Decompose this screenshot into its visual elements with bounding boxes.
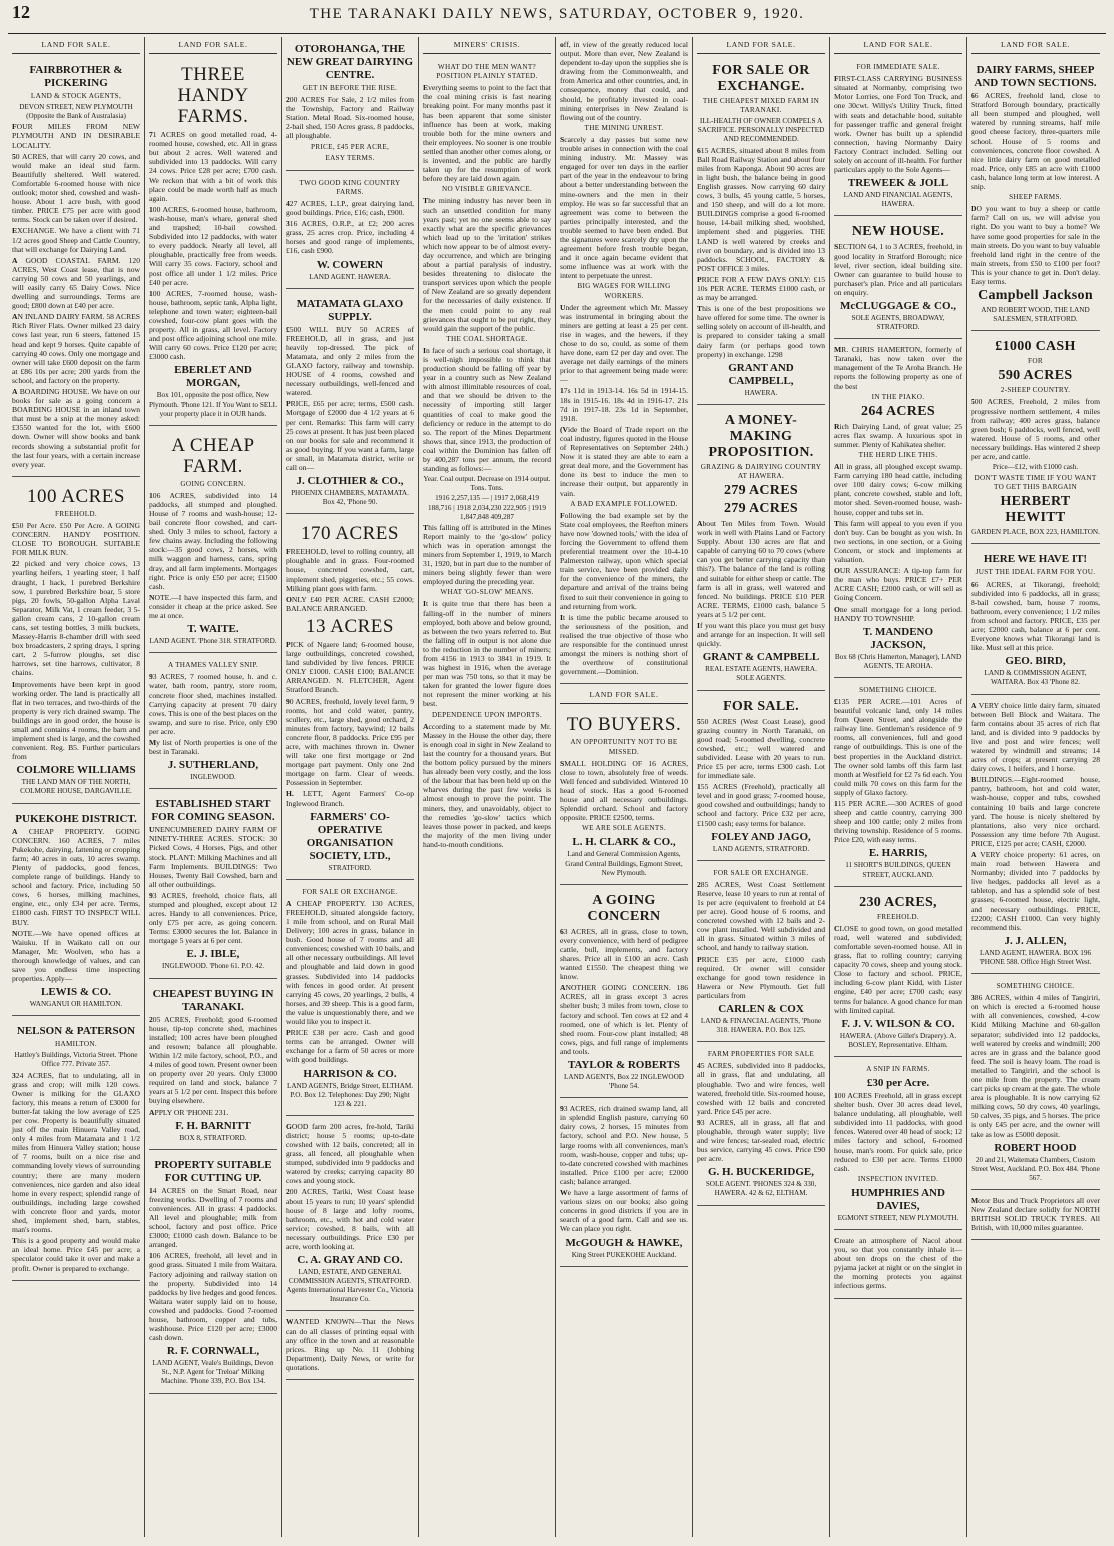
advert-headline: THREE HANDY FARMS. bbox=[177, 64, 249, 128]
advert-headline: DAIRY FARMS, SHEEP AND TOWN SECTIONS. bbox=[974, 64, 1097, 90]
column-heading: LAND FOR SALE. bbox=[697, 37, 825, 54]
masthead bbox=[8, 2, 1106, 34]
column-4 bbox=[419, 37, 556, 1537]
advert-subheadline: SOMETHING CHOICE. bbox=[996, 982, 1075, 991]
advert-text: 550 ACRES (West Coast Lease), good grazing country in North Taranaki, on good road; 5-roomed dwelling, concrete cowshed, etc.; well watered and subdivided. Lease with 20 years to run. Price £5 per acre, terms £300 cash. Lot for immediate sale. bbox=[697, 716, 825, 781]
firm-name: E. J. IBLE, bbox=[186, 948, 240, 961]
advert-text: PICK of Ngaere land; 6-roomed house, large outbuildings, concreted cowshed, land subdivided by live fences. PRICE ONLY £1000. CASH £100; BALANCE ARRANGED. N. FLETCHER, Agent Stratford Branch. bbox=[286, 639, 414, 695]
firm-name: COLMORE WILLIAMS bbox=[16, 764, 136, 777]
firm-name: FAIRBROTHER & PICKERING bbox=[29, 64, 123, 90]
advert-geo-bird bbox=[971, 547, 1100, 694]
firm-name: FOLEY AND JAGO, bbox=[711, 830, 811, 843]
advert-headline: CHEAPEST BUYING IN TARANAKI. bbox=[152, 987, 274, 1013]
firm-name: EBERLET AND MORGAN, bbox=[174, 364, 252, 390]
column-3 bbox=[282, 37, 419, 1537]
firm-name: TREWEEK & JOLL bbox=[847, 177, 949, 190]
advert-headline: FOR SALE OR EXCHANGE. bbox=[712, 63, 810, 95]
article-text: Scarcely a day passes but some new trouble arises in connection with the coal mining industry. Mr. Massey was engaged for over ten days in the earlier part of the year in the endeavour to bring about a better understanding between the mine-owners and the men in their employ. He was so far successful that an agreement was come to between the parties principally interested, and the trouble seemed to have been ended. But the signatures were scarcely dry upon the agreement before fresh trouble began, and it once again became evident that some influence was at work with the intent to perpetuate the unrest. bbox=[560, 134, 688, 281]
advert-note: DON'T WASTE TIME IF YOU WANT TO GET THIS BARGAIN bbox=[974, 474, 1097, 492]
column-heading: LAND FOR SALE. bbox=[834, 37, 962, 54]
advert-going-concern bbox=[560, 888, 688, 1099]
advert-text: 200 ACRES For Sale, 2 1/2 miles from the Township, Factory and Railway Station. Metal Road. Six-roomed house, 2-bail shed, 150 Acres grass, 8 paddocks, all ploughable. bbox=[286, 95, 414, 141]
firm-subtitle: LAND & FINANCIAL AGENTS, 'Phone 318. HAWERA. P.O. Box 125. bbox=[700, 1017, 822, 1035]
advert-text: 615 ACRES, situated about 8 miles from Ball Road Railway Station and about four miles from Kaponga. About 90 acres are in light bush, the balance being in good English grasses. Now carrying 60 dairy cows, 3 bulls, 45 young cattle, 5 horses, and 150 sheep, and will do a lot more. BUILDINGS comprise a good 6-roomed house, 14-bail milking shed, woolshed, implement shed and piggeries. THE LAND is well watered by creeks and river on boundary, and is divided into 13 paddocks. SCHOOL, FACTORY & POST OFFICE 3 miles. bbox=[697, 145, 825, 273]
advert-headline: 264 ACRES bbox=[861, 403, 935, 419]
advert-note: WE ARE SOLE AGENTS. bbox=[582, 824, 666, 833]
firm-name: F. J. V. WILSON & CO. bbox=[841, 1017, 955, 1030]
advert-text: One small mortgage for a long period. HANDY TO TOWNSHIP. bbox=[834, 604, 962, 623]
firm-subtitle: LAND AGENT. HAWERA. bbox=[309, 272, 391, 281]
advert-text: About Ten Miles from Town. Would work in well with Plains Land or Factory Supply. About 130 acres are flat and capable of carrying 60 to 70 cows (where can you get better carrying capacity than this?). The balance of the land is rolling and suitable for either sheep or cattle. The farm is all in grass, well watered and fenced. No buildings. PRICE £10 PER ACRE. TERMS, £1000 cash, balance 5 years at 5 1/2 per cent. bbox=[697, 519, 825, 619]
article-text: In face of such a serious coal shortage, it is well-nigh impossible to think that production should be falling off year by year in a country such as New Zealand with almost illimitable resources of coal, and that we should be driven to the necessity of importing still larger quantities of coal to make good the deficiency or reduce in the attempt to do so. The report of the Mines Department shows that, since 1913, the production of coal within the Dominion has fallen off by 400,287 tons per annum, the record standing as follows:— bbox=[423, 345, 551, 474]
advert-cheapest-mixed-farm bbox=[697, 58, 825, 405]
advert-headline: 590 ACRES bbox=[998, 368, 1073, 384]
advert-text: BUILDINGS.—Eight-roomed house, pantry, bathroom, hot and cold water, wash-house, copper and tubs, cowshed containing 10 bails and large concrete yard. The house is nicely sheltered by plantations, also very nice orchard. Possession any time before 7th August. PRICE, £125 per acre; CASH, £2000. bbox=[971, 775, 1100, 848]
advert-thames-valley bbox=[149, 656, 277, 789]
advert-text: This is a good property and would make an ideal home. Price £45 per acre; a speculator could take it over and make a profit. Owner is prepared to exchange. bbox=[12, 1236, 140, 1273]
advert-text: 100 ACRES, 7-roomed house, wash-house, bathroom, septic tank, Alpha light, telephone and town water; eighteen-bail cowshed, four-cow plant goes with the property. All in grass, all level. Factory and post office adjoining school one mile. Will carry 60 cows. Price £120 per acre; £3000 cash. bbox=[149, 288, 277, 362]
advert-text: 45 ACRES, subdivided into 8 paddocks, all in grass, flat and undulating, all ploughable. Two and wire fences, well watered, freehold title. Six-roomed house, cowshed with 12 bails and concreted yard. Price £45 per acre. bbox=[697, 1061, 825, 1116]
advert-nacol bbox=[834, 1233, 962, 1299]
firm-name: E. HARRIS, bbox=[868, 847, 928, 860]
column-heading: LAND FOR SALE. bbox=[12, 37, 140, 54]
advert-subheadline: A SNIP IN FARMS. bbox=[866, 1064, 930, 1073]
advert-text: My list of North properties is one of the best in Taranaki. bbox=[149, 737, 277, 757]
advert-text: 316 ACRES, O.R.P., at £2; 200 acres grass, 25 acres crop. Price, including 4 horses and good range of implements, £16, cash £900. bbox=[286, 219, 414, 256]
article-text: It is time the public became aroused to the seriousness of the position, and realised the true objective of those who are responsible for the continued unrest amongst the miners is nothing short of the overthrow of constitutional government.—Dominion. bbox=[560, 612, 688, 677]
firm-name: McCLUGGAGE & CO., bbox=[839, 299, 957, 312]
advert-text: EXCHANGE. We have a client with 71 1/2 acres good Sheep and Cattle Country, that will exchange for Dairying Land. bbox=[12, 226, 140, 254]
advert-subheadline: AN OPPORTUNITY NOT TO BE MISSED. bbox=[570, 738, 678, 756]
advert-text: 427 ACRES, L.I.P., great dairying land, good buildings. Price, £16; cash, £900. bbox=[286, 198, 414, 218]
article-text: It is quite true that there has been a falling-off in the number of miners employed, both above and below ground, as between the two years referred to. But the falling off in output is not alone due to the reduction in the number of miners; from 4156 in 1913 to 3841 in 1919. It was highest in 1916, when the average per man was 750 tons, so that it may be taken for granted the lower figure does not represent the miner working at his best. bbox=[423, 599, 551, 709]
advert-three-handy-farms bbox=[149, 58, 277, 426]
advert-price: Price—£12, with £1000 cash. bbox=[992, 463, 1079, 472]
firm-name: F. H. BARNITT bbox=[175, 1119, 251, 1132]
advert-acreage: 279 ACRES bbox=[724, 483, 798, 498]
article-text: 17s 11d in 1913-14. 16s 5d in 1914-15. 18s in 1915-16. 18s 4d in 1916-17. 21s 7d in 1917-18. 23s 1d in September, 1918. bbox=[560, 386, 688, 423]
advert-text: 71 ACRES on good metalled road, 4-roomed house, cowshed, etc. All in grass but about 2 acres. Well watered and subdivided into 13 paddocks. Will carry 24 cows. Price £28 per acre; £700 cash. We reckon that with a bit of work this place could be made worth half as much again. bbox=[149, 130, 277, 203]
advert-text: 500 ACRES, Freehold, 2 miles from progressive northern settlement, 4 miles from railway; 400 acres grass, balance green bush; 6 paddocks, well fenced, well watered. House of 5 rooms, and other necessary buildings. Has wintered 2 sheep per acre, and cattle. bbox=[971, 397, 1100, 461]
firm-subtitle: THE LAND MAN OF THE NORTH, COLMORE HOUSE, DARGAVILLE. bbox=[20, 778, 132, 796]
advert-wilson bbox=[834, 890, 962, 1057]
advert-subheadline: FREEHOLD. bbox=[876, 912, 920, 921]
advert-headline: OTOROHANGA, THE NEW GREAT DAIRYING CENTRE. bbox=[286, 43, 414, 81]
firm-name: ROBERT HOOD bbox=[994, 1141, 1077, 1154]
firm-name: J. J. ALLEN, bbox=[1004, 934, 1067, 947]
advert-note: INSPECTION INVITED. bbox=[857, 1174, 939, 1183]
advert-headline: £1000 CASH bbox=[995, 339, 1076, 355]
advert-allen bbox=[971, 698, 1100, 975]
advert-text: All in grass, all ploughed except swamp. Farm carrying 180 head cattle, including over 100 dairy cows; 6-cow milking plant, concrete cowshed, stable and loft, motor shed. Seven-roomed house, wash-house, copper and tubs set in. bbox=[834, 462, 962, 517]
firm-subtitle: King Street PUKEKOHE Auckland. bbox=[571, 1250, 677, 1259]
advert-text: 50 ACRES, that will carry 20 cows, and would make an ideal stud farm. Beautifully sheltered. Well watered. Comfortable 6-roomed house with nice outlook; motor shed, cowshed and wash-house. About 1 acre bush, with good timber. PRICE £75 per acre with good terms. Stock can be taken over if desired. bbox=[12, 151, 140, 225]
advert-printing bbox=[286, 1314, 414, 1380]
advert-text: 93 ACRES, rich drained swamp land, all in splendid English pasture, carrying 60 dairy cows, 2 horses, 15 minutes from factory, school and P.O. New house, 5 large rooms with all conveniences, man's room, wash-house, copper and tubs; up-to-date concreted cowshed with machines installed. Price £100 per acre; £2000 cash; balance arranged. bbox=[560, 1104, 688, 1186]
advert-text: H. LETT, Agent Farmers' Co-op Inglewood Branch. bbox=[286, 789, 414, 808]
advert-subheadline: FREEHOLD. bbox=[54, 509, 98, 518]
firm-name: J. SUTHERLAND, bbox=[167, 759, 259, 772]
firm-name: C. A. GRAY AND CO. bbox=[297, 1254, 403, 1267]
advert-text: Improvements have been kept in good working order. The land is practically all flat in two terraces, and two-thirds of the property is very rich drained swamp. The buildings are in good order, the house is small and contains 4 rooms, the barn and implement shed is large, and the cowshed convenient. Reg. B5. Further particulars from bbox=[12, 679, 140, 762]
firm-subtitle: HAMILTON. bbox=[54, 1040, 98, 1049]
advert-headline: TO BUYERS. bbox=[566, 714, 682, 736]
advert-text: APPLY OR 'PHONE 231. bbox=[149, 1107, 229, 1117]
advert-headline: MATAMATA GLAXO SUPPLY. bbox=[296, 297, 404, 323]
article-headline: MINERS' CRISIS. bbox=[423, 37, 551, 54]
firm-subtitle: LAND AGENT. 'Phone 318. STRATFORD. bbox=[149, 637, 277, 646]
firm-name: HARRISON & CO. bbox=[303, 1067, 397, 1080]
firm-subtitle: Box 68 (Chris Hamerton, Manager), LAND AGENTS, TE AROHA. bbox=[834, 652, 962, 670]
advert-headline: FOR SALE. bbox=[723, 698, 799, 714]
advert-text: 155 ACRES (Freehold), practically all level and in good grass; 7-roomed house, good cowshed and outbuildings; handy to school and factory. Price £32 per acre, £1500 cash; easy terms for balance. bbox=[697, 782, 825, 828]
advert-subheadline: THE HERD LIKE THIS. bbox=[858, 451, 938, 459]
advert-piako bbox=[834, 342, 962, 678]
firm-name: Campbell Jackson bbox=[978, 288, 1093, 304]
advert-price: PRICE, £45 PER ACRE, bbox=[310, 142, 390, 151]
advert-text: ANOTHER GOING CONCERN. 186 ACRES, all in grass except 3 acres shelter bush; 3 miles from town, close to factory and school. Ten cows at £2 and 4 roomed, one of which is let. Plenty of shed room. Four-cow plant installed; 48 cows, pigs, and full range of implements and tools. bbox=[560, 983, 688, 1056]
advert-text: 285 ACRES, West Coast Settlement Reserve, lease 10 years to run at rental of 1s per acre (equivalent to freehold at £4 per acre). Good house of 6 rooms, and concreted cowshed with 12 bails and 2-cow plant installed. Well subdivided and all in grass. Situated within 3 miles of school, and handy to railway station. bbox=[697, 879, 825, 953]
firm-address: Hattley's Buildings, Victoria Street. 'Phone Office 777. Private 357. bbox=[14, 1051, 138, 1069]
firm-name: FARMERS' CO-OPERATIVE ORGANISATION SOCIETY, LTD., bbox=[306, 810, 394, 862]
firm-subtitle: LAND AGENTS, STRATFORD. bbox=[712, 844, 810, 853]
article-text: (Vide the Board of Trade report on the coal industry, figures quoted in the House of Representatives on September 24th.) Now it is stated they are able to earn a great deal more, and the Government has done its best to induce the men to increase their output, but apparently in vain. bbox=[560, 424, 688, 498]
column-heading: LAND FOR SALE. bbox=[149, 37, 277, 54]
advert-mcgough-hawke bbox=[560, 1101, 688, 1266]
advert-matamata-glaxo bbox=[286, 292, 414, 515]
firm-name: NELSON & PATERSON bbox=[16, 1025, 136, 1038]
firm-subtitle: INGLEWOOD. bbox=[190, 773, 236, 782]
advert-established-start bbox=[149, 792, 277, 978]
firm-subtitle: AND ROBERT WOOD, THE LAND SALESMEN, STRATFORD. bbox=[981, 306, 1090, 324]
advert-farmers-coop bbox=[286, 517, 414, 879]
advert-text: DO you want to buy a sheep or cattle farm? Call on us, we will advise you right. Do you want to buy a home? We have some good properties for sale in the main streets. Do you want to buy valuable freehold land right in the centre of the main streets, from £50 to £100 per foot? This is your chance to get in. Don't delay. Easy terms. bbox=[971, 204, 1100, 286]
article-miners-crisis-cont bbox=[560, 37, 688, 684]
column-8 bbox=[967, 37, 1104, 1537]
advert-headline: A GOING CONCERN bbox=[587, 892, 661, 924]
advert-text: SECTION 64, 1 to 3 ACRES, freehold, in good locality in Stratford Borough; nice level, river section, ideal building site. Owner can guarantee to build house to purchaser's plan. Price and all particulars on enquiry. bbox=[834, 242, 962, 297]
advert-harrison bbox=[286, 883, 414, 1116]
firm-subtitle: LAND AGENTS, Box 22 INGLEWOOD 'Phone 54. bbox=[564, 1073, 684, 1091]
advert-subheadline: FOR SALE OR EXCHANGE. bbox=[302, 887, 398, 896]
advert-new-house bbox=[834, 219, 962, 339]
firm-name: GRANT AND CAMPBELL, bbox=[728, 361, 794, 387]
advert-headline: NEW HOUSE. bbox=[851, 224, 945, 240]
advert-subheadline: JUST THE IDEAL FARM FOR YOU. bbox=[975, 568, 1096, 577]
firm-subtitle: HAWERA. (Above Gillet's Drapery). A. BOSLEY, Representative. Eltham. bbox=[839, 1031, 957, 1049]
advert-nelson-paterson bbox=[12, 1019, 140, 1280]
firm-subtitle: LAND AGENT, HAWERA. BOX 196 'PHONE 588. Office High Street West. bbox=[979, 948, 1092, 966]
advert-money-making bbox=[697, 408, 825, 691]
firm-name: HERBERT HEWITT bbox=[1000, 494, 1071, 526]
advert-lewis-co bbox=[12, 807, 140, 1017]
firm-subtitle: LAND AGENT, Veale's Buildings, Devon St., N.P. Agent for 'Treloar' Milking Machine. 'Phone 339, P.O. Box 134. bbox=[152, 1359, 274, 1386]
advert-text: 90 ACRES, freehold, lovely level farm, 9 rooms, hot and cold water, pantry, scullery, etc., large shed, good orchard, 2 minutes from factory, baywind; 12 bails concrete floor, 8 paddocks. Price £95 per acre, with machines thrown in. Owner will take one first mortgage or 2nd mortgage part payment. Only one 2nd mortgage on farm. Clear of weeds. Possession in September. bbox=[286, 696, 414, 788]
advert-headline: PROPERTY SUITABLE FOR CUTTING UP. bbox=[154, 1158, 272, 1184]
page-number: 12 bbox=[12, 2, 30, 22]
advert-cheapest-buying bbox=[149, 982, 277, 1150]
advert-text: This farm will appeal to you even if you don't buy. Can be bought as you wish. In two sections, in one section, or a Going Concern, or stock and implements at valuation. bbox=[834, 518, 962, 565]
advert-harris bbox=[834, 681, 962, 887]
advert-headline: 100 ACRES bbox=[27, 485, 125, 507]
advert-subheadline: SOMETHING CHOICE. bbox=[859, 685, 937, 694]
column-5 bbox=[556, 37, 693, 1537]
advert-text: NOTE.—We have opened offices at Waiuku. If in Waikato call on our Manager, Mr. Woolven, who has a thorough knowledge of values, and can save you endless time inspecting properties. Apply— bbox=[12, 928, 140, 984]
advert-text: 66 ACRES, freehold land, close to Stratford Borough boundary, practically all been stumped and ploughed, well watered by running streams, half mile good cheese factory, three-quarters mile school. House of 5 rooms and conveniences, concrete floor cowshed. A nice little dairy farm on good metalled road. Price, only £85 an acre with £1000 cash, balance long term at low interest. A snip. bbox=[971, 91, 1100, 192]
article-text: Following the bad example set by the State coal employees, the Reefton miners have now 'downed tools,' with the idea of forcing the Government to offend them preferential treatment over the 10-4-10 Palmerston railway, upon which special train service, have been provided daily for the convenience of the miners, the departure and arrival of the trains being fixed to suit their convenience in going to and returning from work. bbox=[560, 510, 688, 611]
advert-text: 106 ACRES, subdivided into 14 paddocks, all stumped and ploughed. House of 7 rooms and wash-house; 12-bail concrete floor cowshed, and cart-shed. Only 3 miles to school, factory a few chains away. Including the following stock:—35 good cows, 2 horses, with milk waggon and harness, cans, spring dray, and all farm implements. Mortgages right. Price is only £50 per acre; £1500 cash. bbox=[149, 490, 277, 591]
article-text: Everything seems to point to the fact that the coal mining crisis is fast nearing breaking point. For many months past it has been apparent that some sinister influence has been at work, making trouble both for the mine owners and their employees. No sooner is one trouble settled than another other comes along, or is invented, and the public are hardly taken up for the resumption of work before they are laid down again. bbox=[423, 83, 551, 184]
article-text: The mining industry has never been in such an unsettled condition for many years past; yet no one seems able to say exactly what are the specific grievances which lead up to the 'irritation' strikes which now appear to be of almost every-day occurrence, and which are bringing about a partial paralysis of industry, besides threatening to dislocate the transport services upon which the people of New Zealand are so greatly dependent for the necessaries of daily existence. If the men could point to any real grievances that ought to be put right, they would gain the support of the public. bbox=[423, 196, 551, 333]
article-subheadline: DEPENDENCE UPON IMPORTS. bbox=[432, 710, 542, 719]
firm-name: T. MANDENO JACKSON, bbox=[862, 625, 934, 651]
article-text: off, in view of the greatly reduced local output. More than ever, New Zealand is dependent to-day upon the supplies she is drawing from the Commonwealth, and from America and other countries, and, in consequence, money that could, and should, be profitably invested in coal-mining enterprises in New Zealand is flowing out of the country. bbox=[560, 40, 688, 122]
advert-to-buyers bbox=[560, 708, 688, 884]
advert-colmore-williams bbox=[12, 480, 140, 804]
advert-text: £50 Per Acre. £50 Per Acre. A GOING CONCERN. HANDY POSITION. CLOSE TO BOROUGH. SUITABLE FOR MILK RUN. bbox=[12, 520, 140, 558]
advert-text: UNENCUMBERED DAIRY FARM OF NINETY-THREE ACRES. STOCK: 30 Picked Cows, 4 Horses, Pigs, and other stock. PLANT: Milking Machines and all Farm Implements. BUILDINGS: Two Houses, Twenty Bail Cowshed, barn and all other outbuildings. bbox=[149, 825, 277, 889]
article-subheadline: A BAD EXAMPLE FOLLOWED. bbox=[570, 499, 678, 508]
advert-terms: EASY TERMS. bbox=[325, 153, 375, 162]
advert-text: 100 ACRES, 6-roomed house, bathroom, wash-house, man's whare, general shed and trapshed; 10-bail cowshed. Subdivided into 12 paddocks, with water to every paddock. Nearly all level, all ploughable, practically free from weeds. Will carry 35 cows. Factory, school and post office all under 1 1/2 miles. Price £40 per acre. bbox=[149, 204, 277, 287]
advert-text: FOUR MILES FROM NEW PLYMOUTH AND IN DESIRABLE LOCALITY. bbox=[12, 122, 140, 150]
article-subheadline: NO VISIBLE GRIEVANCE. bbox=[441, 185, 533, 194]
advert-text: AN INLAND DAIRY FARM. 58 ACRES Rich River Flats. Owner milked 23 dairy cows last year, run 6 steers, fattened 15 head and kept 9 horses. Quite capable of carrying 40 cows. Only one mortgage and owner will take £600 deposit on the farm at £86 10s per acre; 200 yards from the school, and factory on the property. bbox=[12, 312, 140, 385]
advert-text: 22 picked and very choice cows, 13 yearling heifers, 1 yearling steer, 1 half draught, 1 hack, 1 purebred Berkshire sow, 1 purebred Berkshire boar, 5 store pigs, 20 fowls, 50-gallon Alpha Laval Separator, Milk Vat, 1 cream feeder, 3 5-gallon cream cans, 2 10-gallon cream cans, set testing bottles, 3 milk buckets, Massey-Harris 8-chamber drill with seed box broadcasters, 2 spring drays, 1 spring cart, 2 5-furrow ploughs, set disc harrows, set tine harrows, cultivator, 8 chains. bbox=[12, 559, 140, 678]
firm-subtitle: LAND, ESTATE, AND GENERAL COMMISSION AGENTS, STRATFORD. Agents International Harvester Co., Victoria Insurance Co. bbox=[286, 1268, 414, 1304]
firm-subtitle: REAL ESTATE AGENTS, HAWERA. SOLE AGENTS. bbox=[705, 665, 817, 683]
advert-text: 93 ACRES, 7 roomed house, h. and c. water, bath room, pantry, store room, concrete floor shed, machines installed. Carrying capacity at present 70 dairy cows. This is one of the best places on the swamp, and sure to rise. Price, only £90 per acre. bbox=[149, 672, 277, 736]
advert-text: NOTE.—I have inspected this farm, and consider it cheap at the price asked. See me at once. bbox=[149, 592, 277, 621]
firm-subtitle: BOX 8, STRATFORD. bbox=[179, 1133, 247, 1142]
advert-subheadline: THE CHEAPEST MIXED FARM IN TARANAKI. bbox=[702, 97, 820, 115]
firm-subtitle: STRATFORD. bbox=[328, 863, 372, 872]
advert-text: A GOOD COASTAL FARM. 120 ACRES, West Coast lease, that is now carrying 50 cows and 50 yearlings, and will easily carry 65 Dairy Cows. Nice dwelling and surroundings. Terms are good; £800 down at £40 per acre. bbox=[12, 255, 140, 311]
advert-acreage: 279 ACRES bbox=[724, 501, 798, 516]
advert-foley-jago bbox=[697, 694, 825, 861]
advert-text: FREEHOLD, level to rolling country, all ploughable and in grass. Four-roomed house, concreted cowshed, cart, implement shed, piggeries, etc.; 55 cows. Milking plant goes with farm. bbox=[286, 547, 414, 593]
article-subheadline: THE MINING UNREST. bbox=[584, 123, 664, 132]
advert-subheadline: GET IN BEFORE THE RISE. bbox=[302, 84, 398, 92]
firm-address: DEVON STREET, NEW PLYMOUTH (Opposite the Bank of Australasia) bbox=[19, 103, 133, 121]
advert-text: Create an atmosphere of Nacol about you, so that you constantly inhale it—about ten drops on the chest of the pyjama jacket at night or on the singlet in the morning protects you against infectious germs. bbox=[834, 1236, 962, 1291]
firm-subtitle: LAND & COMMISSION AGENT, WAITARA. Box 43 'Phone 82. bbox=[984, 669, 1087, 687]
column-heading: LAND FOR SALE. bbox=[560, 687, 688, 704]
advert-text: GOOD farm 200 acres, fre-hold, Tariki district; house 5 rooms; up-to-date cowshed with 12 bails, concreted; all in grass, all fenced, all ploughable when stumped, subdivided into 9 paddocks and watered by creeks; carrying capacity 80 cows and young stock. bbox=[286, 1121, 414, 1186]
firm-name: J. CLOTHIER & CO., bbox=[296, 475, 404, 488]
advert-text: 66 ACRES, at Tikorangi, freehold; subdivided into 6 paddocks, all in grass; 8-bail cowshed, barn, house 7 rooms, bathroom, every convenience; 1 1/2 miles from school and factory. PRICE, £35 per acre; £2000 cash, balance at 6 per cent. Everyone knows what Tikorangi land is like. Must sell at this price. bbox=[971, 579, 1100, 653]
firm-name: LEWIS & CO. bbox=[41, 986, 111, 999]
advert-text: A CHEAP PROPERTY. GOING CONCERN. 160 ACRES, 7 miles Pukekohe, dairying, fattening or cropping farm; 40 acres in oats, 10 acres swamp. Plenty of paddocks, good fences, complete range of buildings. Handy to school and factory. Price, including 50 cows, 6 horses, milking machines, engine, etc., only £34 per acre. Terms, £1800 cash. FIRST TO INSPECT WILL BUY. bbox=[12, 826, 140, 927]
firm-subtitle: Land and General Commission Agents, Grand Central Buildings, Egmont Street, New Plymouth. bbox=[565, 850, 683, 877]
advert-text: SMALL HOLDING OF 16 ACRES, close to town, absolutely free of weeds. Well fenced and subdivided. Wintered 10 head of stock. Has a good 6-roomed house and all necessary outbuildings. Splendid orchard. School and factory opposite. PRICE £2500, terms. bbox=[560, 758, 688, 823]
advert-text: A BOARDING HOUSE. We have on our books for sale as a going concern a BOARDING HOUSE in an inland town that must be a snip at the money asked: £3550 wanted for the lot, with £600 down. Owner will show books and bank records showing a substantial profit for the last four years, with a certain increase every year. bbox=[12, 387, 140, 469]
advert-carlen-cox bbox=[697, 864, 825, 1043]
advert-tyres bbox=[971, 1193, 1100, 1240]
firm-subtitle: Box 101, opposite the post office, New Plymouth. 'Phone 121. If You Want to SELL your property place it in OUR hands. bbox=[149, 391, 277, 418]
advert-text: A VERY choice property: 61 acres, on main road between Hawera and Normanby; divided into 7 paddocks by live hedges, paddocks all level as a tabletop, and has a splendid sole of best grasses; 6-roomed house, electric light, and necessary outbuildings. PRICE, £2200; CASH £1000. Can very highly recommend this. bbox=[971, 850, 1100, 932]
advert-headline: ESTABLISHED START FOR COMING SEASON. bbox=[151, 798, 275, 824]
article-miners-crisis bbox=[423, 58, 551, 856]
firm-subtitle: HAWERA. bbox=[744, 388, 778, 397]
advert-subheadline: GOING CONCERN. bbox=[180, 479, 246, 488]
advert-headline: PUKEKOHE DISTRICT. bbox=[15, 812, 137, 825]
advert-text: PRICE FOR A FEW DAYS ONLY: £15 10s PER ACRE. TERMS £1000 cash, or as may be arranged. bbox=[697, 274, 825, 303]
advert-treweek-joll bbox=[834, 58, 962, 216]
firm-subtitle: WANGANUI OR HAMILTON. bbox=[29, 1000, 123, 1009]
column-heading: LAND FOR SALE. bbox=[971, 37, 1100, 54]
advert-text: 106 ACRES, freehold, all level and in good grass. Situated 1 mile from Waitara. Factory adjoining and railway station on the property. Subdivided into 14 paddocks by live hedges and good fences. Waitara water supply laid on to house, cowshed and paddocks. Good 7-roomed house, bathroom, copper and tubs, washhouse. Price £120 per acre; £3000 cash down. bbox=[149, 1251, 277, 1343]
advert-text: 200 ACRES, Tariki, West Coast lease about 15 years to run; 10 years' splendid house of 8 large and lofty rooms, bathroom, etc., with hot and cold water service; cowshed, 8 bails, with all necessary outbuildings. Price £30 per acre, worth looking at. bbox=[286, 1187, 414, 1251]
advert-subheadline: FARM PROPERTIES FOR SALE bbox=[707, 1050, 815, 1059]
advert-text: A CHEAP PROPERTY. 130 ACRES, FREEHOLD, situated alongside factory, 1 mile from school, and on Rural Mail Delivery; 100 acres in grass, balance in bush. Good house of 7 rooms and all conveniences; cowshed with 10 bails, and all other necessary outbuildings. All level and ploughable and laid down in good grasses. Subdivided into 14 paddocks with fences in good order. At present carrying 45 cows, 20 yearlings, 2 bulls, 4 horses, and 39 sheep. This is a good farm, the value is unquestionably there, and we would like you to inspect it. bbox=[286, 898, 414, 1027]
firm-name: McGOUGH & HAWKE, bbox=[565, 1236, 683, 1249]
article-subheadline: WHAT DO THE MEN WANT? POSITION PLAINLY STATED. bbox=[436, 63, 538, 81]
advert-headline: A CHEAP FARM. bbox=[171, 434, 255, 477]
advert-robert-hood bbox=[971, 977, 1100, 1190]
advert-herbert-hewitt bbox=[971, 334, 1100, 544]
advert-text: FIRST-CLASS CARRYING BUSINESS situated at Normanby, comprising two Motor Lorries, one Ford Ton Truck, and one 30cwt. Willys's Utility Truck, fitted with seats and detachable hood, suitable for passenger traffic and general freight work. Owner has built up a splendid connection, having Normanby Dairy Factory Contract included. Selling out solely on account of ill-health. For further particulars apply to the Sole Agents— bbox=[834, 74, 962, 175]
advert-headline: 13 ACRES bbox=[306, 615, 394, 637]
advert-text: ONLY £40 PER ACRE. CASH £2000; BALANCE ARRANGED. bbox=[286, 594, 414, 613]
firm-subtitle: PHOENIX CHAMBERS, MATAMATA. Box 42, 'Phone 90. bbox=[291, 489, 409, 507]
advert-text: 386 ACRES, within 4 miles of Tangiriri, on which is erected a 6-roomed house with all conveniences, cowshed, 4-cow Kidd Milking Machine and 60-gallon separator; subdivided into 12 paddocks, well watered by creeks and windmill; 200 acres are in grass and the balance good feed. The soil is heavy loam. The road is metalled to Tangiriri, and the school is one mile from the property. The cream cart picks up cream at the gate. The whole area is ploughable. It is now carrying 62 milking cows, 50 dry cows, 40 yearlings, 50 calves, 35 pigs, and 5 horses. The price is only £45 per acre, and the owner will take as low as £5000 deposit. bbox=[971, 993, 1100, 1139]
advert-text: Motor Bus and Truck Proprietors all over New Zealand declare solidly for NORTH BRITISH SOLID TRUCK TYRES. All British, with 10,000 miles guarantee. bbox=[971, 1195, 1100, 1233]
advert-subheadline: SHEEP FARMS. bbox=[1009, 193, 1062, 202]
firm-subtitle: 11 SHORT'S BUILDINGS, QUEEN STREET, AUCKLAND. bbox=[845, 861, 951, 879]
article-text: This falling off is attributed in the Mines Report mainly to the 'go-slow' policy which was in operation amongst the miners from September 1, 1919, to March 31, 1920, but in part due to the number of miners being slightly fewer than were employed during the preceding year. bbox=[423, 522, 551, 587]
newspaper-title: THE TARANAKI DAILY NEWS, SATURDAY, OCTOBER 9, 1920. bbox=[309, 6, 805, 22]
column-7 bbox=[830, 37, 967, 1537]
advert-text: 93 ACRES, freehold, choice flats, all stumped and ploughed, except about 12 acres. Handy to all conveniences. Price, only £75 per acre, as going concern. Terms: £3000 secures the lot. Balance in mortgage 5 years at 6 per cent. bbox=[149, 890, 277, 946]
advert-subheadline: TWO GOOD KING COUNTRY FARMS. bbox=[299, 178, 401, 196]
firm-subtitle: INGLEWOOD. 'Phone 61. P.O. 42. bbox=[161, 962, 265, 971]
advert-text: CLOSE to good town, on good metalled road, well watered and subdivided; comfortable seven-roomed house. All in grass, flat to rolling country; carrying capacity 70 cows, sheep and young stock. Close to factory and school. PRICE, including 6-cow plant Kidd, with Lister engine, £40 per acre; £700 cash; easy terms for balance. A good chance for man with limited capital. bbox=[834, 923, 962, 1015]
column-2 bbox=[145, 37, 282, 1537]
advert-text: PRICE £38 per acre. Cash and good terms can be arranged. Owner will exchange for a farm of 50 acres or more with good buildings. bbox=[286, 1028, 414, 1065]
table-header: Year. Coal output. Decrease on 1914 output. Tons. Tons. bbox=[423, 475, 551, 493]
advert-text: WANTED KNOWN—That the News can do all classes of printing equal with any office in the town and at reasonable prices. Ring up No. 11 (Jobbing Department), Daily News, or write for quotations. bbox=[286, 1317, 414, 1372]
firm-subtitle: SOLE AGENT. 'PHONES 324 & 330, HAWERA. 42 & 62, ELTHAM. bbox=[705, 1180, 817, 1198]
firm-subtitle: 20 and 21, Waitemata Chambers, Custom Street West, Auckland. P.O. Box 484. 'Phone 567. bbox=[971, 1155, 1100, 1182]
advert-otorohanga bbox=[286, 37, 414, 171]
advert-headline: £30 per Acre. bbox=[866, 1076, 930, 1089]
article-subheadline: THE COAL SHORTAGE. bbox=[446, 334, 528, 343]
advert-buckeridge bbox=[697, 1045, 825, 1205]
advert-text: If you want this place you must get busy and arrange for an inspection. It will sell quickly. bbox=[697, 621, 825, 649]
firm-name: GRANT & CAMPBELL bbox=[702, 651, 820, 664]
advert-cowern bbox=[286, 174, 414, 289]
advert-text: 100 ACRES Freehold, all in grass except shelter bush. Over 30 acres dead level, balance undulating, all ploughable, well subdivided into 11 paddocks, with good fences. Watered over 40 head of stock; 12 miles factory and school, 6-roomed house, man's room. For quick sale, price reduced to £30 per acre. Terms £1000 cash. bbox=[834, 1090, 962, 1173]
advert-text: 324 ACRES, flat to undulating, all in grass and crop; will milk 120 cows. Owner is milking for the GLAXO factory, this means a return of £3000 for butter-fat taking the low average of £25 per cow. Property is beautifully situated just off the main Hinuera Valley road, only 4 miles from Matamata and 1 1/2 miles from Hinuera Valley station; house of 7 rooms, built on a nice rise and commanding lovely views of surrounding country; there are many modern conveniences, nice garden and also ideal home in every respect; splendid range of outbuildings, including large cowshed with concrete floor and yards, motor shed, implement shed, barn, stables, man's rooms. bbox=[12, 1070, 140, 1235]
advert-text: 205 ACRES, Freehold; good 6-roomed house, tip-top concrete shed, machines installed; 100 acres have been ploughed and resown; balance all ploughable. Within 1/2 mile factory, school, P.O., and 4 miles of good town. Present owner been on property over 20 years. Only £3000 required on land and stock, balance 7 years at 5 1/2 per cent. Inspect this before buying elsewhere. bbox=[149, 1014, 277, 1106]
table-rows: 1916 2,257,135 — | 1917 2,068,419 188,716 | 1918 2,034,230 222,905 | 1919 1,847,848 409,287 bbox=[428, 494, 546, 521]
firm-subtitle: LAND & STOCK AGENTS, bbox=[30, 92, 122, 101]
firm-subtitle: EGMONT STREET, NEW PLYMOUTH. bbox=[837, 1213, 959, 1222]
advert-text: This is one of the best propositions we have offered for some time. The owner is selling solely on account of ill-health, and is prepared to consider taking a small dairy farm (or perhaps good town property) in exchange. 1298 bbox=[697, 304, 825, 359]
firm-name: L. H. CLARK & CO., bbox=[572, 836, 676, 849]
firm-name: HUMPHRIES AND DAVIES, bbox=[851, 1186, 945, 1212]
advert-subheadline: GRAZING & DAIRYING COUNTRY AT HAWERA. bbox=[700, 462, 822, 480]
firm-name: T. WAITE. bbox=[187, 623, 239, 636]
advert-subheadline: IN THE PIAKO. bbox=[871, 392, 925, 401]
firm-name: W. COWERN bbox=[316, 258, 384, 271]
advert-text: 14 ACRES on the Smart Road, near freezing works. Dwelling of 7 rooms and conveniences. All in grass: 4 paddocks. All level and ploughable; milk from school, factory and post office. Price £3000; £1000 cash down. Balance to be arranged. bbox=[149, 1185, 277, 1250]
advert-headline: A MONEY-MAKING PROPOSITION. bbox=[708, 412, 814, 460]
article-subheadline: WHAT 'GO-SLOW' MEANS. bbox=[440, 588, 534, 597]
advert-note: ILL-HEALTH OF OWNER COMPELS A SACRIFICE. PERSONALLY INSPECTED AND RECOMMENDED. bbox=[697, 117, 825, 144]
advert-text: 63 ACRES, all in grass, close to town, every convenience, with herd of pedigree cattle, bull, implements, and factory shares. Price all in £100 an acre. Cash wanted £1550. The cheapest thing we know. bbox=[560, 926, 688, 982]
advert-text: £135 PER ACRE.—101 Acres of beautiful volcanic land, only 14 miles from Queen Street, and alongside the railway line. Gentleman's residence of 9 rooms, all conveniences, full and good range of outbuildings. This is one of the best properties in the Auckland district. The owner sold lambs off this farm last month at Westfield for £2 7s 6d each. You could milk 70 cows on this farm for the supply of Glaxo factory. bbox=[834, 696, 962, 797]
advert-fairbrother-pickering bbox=[12, 58, 140, 477]
advert-text: MR. CHRIS HAMERTON, formerly of Taranaki, has now taken over the management of the Te Aroha Branch. He reports the following property as one of the best bbox=[834, 345, 962, 391]
firm-name: CARLEN & COX bbox=[718, 1003, 804, 1016]
column-1 bbox=[8, 37, 145, 1537]
firm-subtitle: SOLE AGENTS, BROADWAY, STRATFORD. bbox=[851, 313, 945, 332]
advert-cheap-farm bbox=[149, 429, 277, 654]
firm-subtitle: GARDEN PLACE, BOX 223, HAMILTON. bbox=[971, 528, 1100, 537]
firm-name: R. F. CORNWALL, bbox=[166, 1345, 260, 1358]
advert-text: £500 WILL BUY 50 ACRES of FREEHOLD, all in grass, and just heavily top-dressed. The pick of Matamata, and only 2 miles from the GLAXO factory, railway and township. HOUSE of 4 rooms, cowshed and necessary outbuildings, well-fenced and watered. bbox=[286, 324, 414, 398]
advert-subheadline: FOR bbox=[1028, 357, 1043, 366]
advert-subheadline: A THAMES VALLEY SNIP. bbox=[168, 661, 258, 670]
article-subheadline: BIG WAGES FOR WILLING WORKERS. bbox=[577, 282, 671, 300]
advert-text: 115 PER ACRE.—300 ACRES of good sheep and cattle country, carrying 300 sheep and 100 cattle; only 2 miles from thriving township. Residence of 5 rooms. Price £20, with easy terms. bbox=[834, 799, 962, 845]
advert-text: Rich Dairying Land, of great value; 25 acres flax swamp. A luxurious spot in summer. Plenty of Kahikatea shelter. bbox=[834, 421, 962, 449]
advert-text: We have a large assortment of farms of various sizes on our books; also going concerns in good districts if you are in search of a good farm. Call and see us. We can place you right. bbox=[560, 1188, 688, 1234]
columns bbox=[8, 37, 1106, 1537]
advert-headline: HERE WE HAVE IT! bbox=[983, 553, 1088, 566]
advert-headline: 230 ACRES, bbox=[859, 894, 937, 910]
advert-text: 93 ACRES, all in grass, all flat and ploughable, through water supply; live and wire fences; tar-sealed road, electric bus service, carrying 45 cows. Price £90 per acre. bbox=[697, 1117, 825, 1164]
article-text: According to a statement made by Mr. Massey in the House the other day, there is enough coal in sight in New Zealand to last the country for a thousand years. But the bottom policy pursued by the miners has already been very costly, and the loss of the labour that has been held up on the wharves during the past few weeks is almost enough to prove the point. The miners, they, and unavoidably, object to the remedies 'go-slow' tactics which leaves those power in packed, and keeps the majority of the men living under hand-to-mouth conditions. bbox=[423, 721, 551, 849]
firm-name: G. H. BUCKERIDGE, bbox=[707, 1166, 815, 1179]
column-6 bbox=[693, 37, 830, 1537]
firm-name: TAYLOR & ROBERTS bbox=[567, 1059, 681, 1071]
advert-headline: 170 ACRES bbox=[301, 523, 399, 545]
advert-cutting-up bbox=[149, 1153, 277, 1394]
advert-snip-in-farms bbox=[834, 1060, 962, 1230]
advert-subheadline: FOR IMMEDIATE SALE. bbox=[856, 63, 940, 72]
article-text: Under the agreement which Mr. Massey was instrumental in bringing about the miners are getting at least a 25 per cent. rise in wages, and the hewers, if they chose to do so, could, as some of them have done, earn £2 per day and over. The average net daily earnings of the miners prior to that agreement being made were:— bbox=[560, 302, 688, 385]
advert-text: A VERY choice little dairy farm, situated between Bell Block and Waitara. The farm contains about 35 acres of rich flat land, and is divided into 9 paddocks by live and post and wire fences; well watered by windmill and streams; 14 acres of crops; at present carrying 28 dairy cows, 1 heifers, and 1 horse. bbox=[971, 700, 1100, 774]
advert-text: PRICE £35 per acre, £1000 cash required. Or owner will consider exchange for good town residence in Hawera or New Plymouth. Get full particulars from bbox=[697, 954, 825, 1000]
firm-subtitle: LAND AGENTS, Bridge Street, ELTHAM. P.O. Box 12. Telephones: Day 290; Night 123 & 221. bbox=[286, 1081, 414, 1108]
firm-name: GEO. BIRD, bbox=[1005, 655, 1066, 668]
advert-text: PRICE, £65 per acre; terms, £500 cash. Mortgage of £2000 due 4 1/2 years at 6 per cent. Remarks: This farm will carry 25 cows at present. It has just been placed on our books for sale and recommend it as good buying. If you want a farm, large or small, in Matamata district, write or call on— bbox=[286, 399, 414, 472]
advert-subheadline: FOR SALE OR EXCHANGE. bbox=[713, 868, 809, 877]
firm-subtitle: LAND AND FINANCIAL AGENTS, HAWERA. bbox=[843, 191, 953, 209]
advert-campbell-jackson bbox=[971, 58, 1100, 331]
advert-gray bbox=[286, 1119, 414, 1312]
advert-text: OUR ASSURANCE: A tip-top farm for the man who buys. PRICE £7+ PER ACRE CASH; £2000 cash, or will sell as Going Concern. bbox=[834, 566, 962, 603]
advert-subheadline: 2-SHEEP COUNTRY. bbox=[1000, 386, 1071, 395]
